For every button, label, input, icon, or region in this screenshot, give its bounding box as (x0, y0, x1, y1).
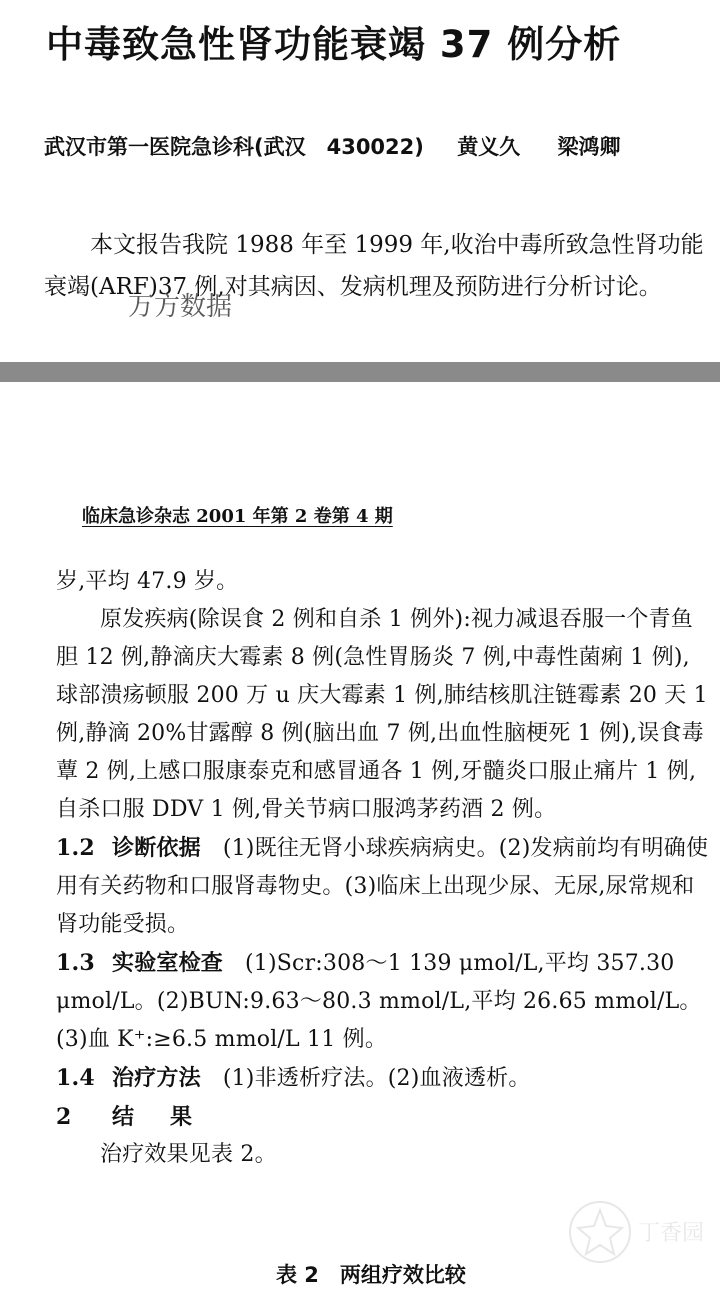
author-name: 梁鸿卿 (557, 135, 621, 159)
lower-page (0, 382, 720, 1287)
results-text: 治疗效果见表 2。 (100, 1142, 277, 1167)
primary-disease-paragraph: 原发疾病(除误食 2 例和自杀 1 例外):视力减退吞服一个青鱼胆 12 例,静滴庆大霉素 8 例(急性胃肠炎 7 例,中毒性菌痢 1 例),球部溃疡顿服 200 万 u 庆大霉素 1 例,肺结核肌注链霉素 20 天 1 例,静滴 20%甘露醇 8 例(脑出血 7 例,出血性脑梗死 1 例),误食毒蕈 2 例,上感口服康泰克和感冒通各 1 例,牙髓炎口服止痛片 1 例,自杀口服 DDV 1 例,骨关节病口服鸿茅药酒 2 例。 (56, 607, 708, 822)
results-heading (56, 1098, 712, 1136)
logo-text: 丁香园 (638, 1221, 705, 1246)
section-number: 1.2 (56, 835, 95, 861)
section-heading: 诊断依据 (112, 835, 201, 861)
watermark: 万方数据 (128, 292, 233, 322)
upper-page (0, 0, 720, 362)
section-number: 1.3 (56, 950, 95, 976)
section-number: 1.4 (56, 1065, 95, 1091)
affiliation: 武汉市第一医院急诊科(武汉 430022) (44, 135, 424, 159)
page-separator (0, 362, 720, 382)
journal-citation: 临床急诊杂志 2001 年第 2 卷第 4 期 (82, 506, 393, 527)
section-text: (1)既往无肾小球疾病病史。(2)发病前均有明确使用有关药物和口服肾毒物史。(3)临床上出现少尿、无尿,尿常规和肾功能受损。 (56, 836, 709, 937)
table-caption: 表 2 两组疗效比较 (276, 1263, 466, 1287)
abstract-paragraph: 本文报告我院 1988 年至 1999 年,收治中毒所致急性肾功能衰竭(ARF)37 例,对其病因、发病机理及预防进行分析讨论。 (44, 232, 704, 300)
dxy-logo-icon (560, 1192, 710, 1272)
section-heading: 实验室检查 (112, 950, 224, 976)
results-number: 2 (56, 1104, 72, 1130)
author-name: 黄义久 (457, 135, 521, 159)
section-heading: 治疗方法 (112, 1065, 201, 1091)
section-text: (1)非透析疗法。(2)血液透析。 (222, 1066, 531, 1091)
author-affiliation-line (44, 131, 621, 161)
article-body (56, 563, 712, 1174)
section-1-3 (56, 944, 712, 1059)
continuation-text: 岁,平均 47.9 岁。 (56, 569, 239, 594)
section-1-4 (56, 1059, 712, 1098)
section-text: (1)Scr:308～1 139 μmol/L,平均 357.30 μmol/L。(2)BUN:9.63～80.3 mmol/L,平均 26.65 mmol/L。(3)血 K⁺:≥6.5 mmol/L 11 例。 (56, 951, 702, 1052)
section-1-2 (56, 829, 712, 944)
results-title: 结果 (112, 1104, 229, 1130)
article-title: 中毒致急性肾功能衰竭 37 例分析 (46, 23, 622, 66)
